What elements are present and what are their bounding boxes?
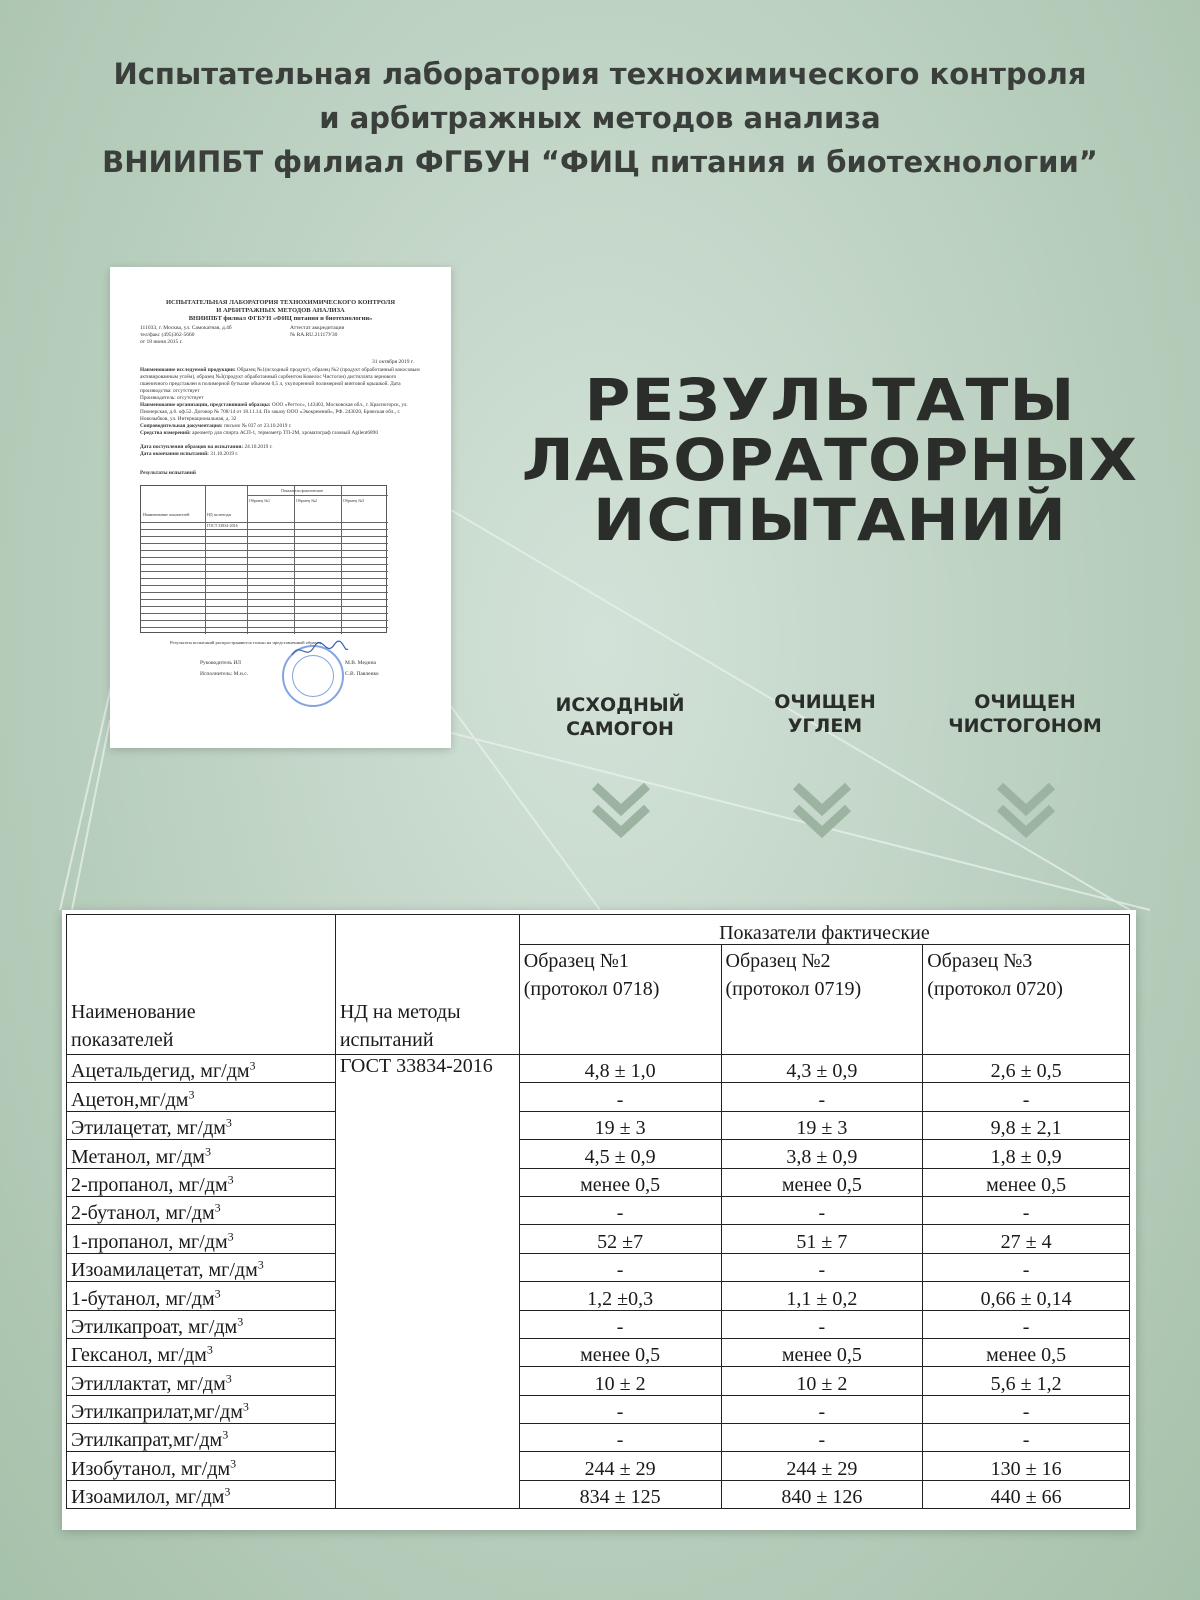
row-parameter-name: Метанол, мг/дм [71, 1145, 205, 1168]
table-header-row [67, 915, 1130, 945]
row-value-sample-2: менее 0,5 [721, 1168, 923, 1196]
doc-receipt-date-label: Дата поступления образцов на испытания: [140, 444, 244, 450]
doc-title-3: ВНИИПБТ филиал ФГБУН «ФИЦ питания и биотехнологии» [188, 315, 373, 322]
doc-signer-2-role: Исполнитель: М.н.с. [200, 671, 249, 677]
doc-product-label: Наименование исследуемой продукции: [140, 367, 236, 373]
row-value-sample-3: менее 0,5 [923, 1338, 1130, 1366]
doc-receipt-date-value: 24.10.2019 г. [244, 444, 273, 450]
table-row [67, 1083, 1130, 1111]
row-value-sample-1: - [519, 1395, 721, 1423]
row-parameter-name: 2-бутанол, мг/дм [71, 1202, 215, 1225]
doc-instruments-label: Средства измерений: [140, 430, 191, 436]
unit-superscript: 3 [204, 1143, 211, 1158]
row-value-sample-3: 5,6 ± 1,2 [923, 1367, 1130, 1395]
row-value-sample-1: 1,2 ±0,3 [519, 1282, 721, 1310]
doc-address-2: тел/факс (495)362-5660 [140, 332, 195, 338]
header-sample-3-protocol: (протокол 0720) [927, 978, 1063, 1000]
unit-superscript: 3 [225, 1371, 232, 1386]
row-parameter [67, 1168, 336, 1196]
row-value-sample-3: 440 ± 66 [923, 1480, 1130, 1508]
unit-superscript: 3 [214, 1285, 221, 1300]
doc-receipt-date [140, 444, 425, 451]
mini-table-row-divider [141, 620, 388, 621]
header-sample-3-name: Образец №3 [927, 950, 1033, 972]
doc-date: 31 октября 2019 г. [372, 359, 414, 365]
row-value-sample-2: - [721, 1083, 923, 1111]
table-row [67, 1253, 1130, 1281]
unit-superscript: 3 [237, 1314, 244, 1329]
mini-table-row-divider [141, 592, 388, 593]
row-value-sample-1: 834 ± 125 [519, 1480, 721, 1508]
unit-superscript: 3 [188, 1087, 195, 1102]
mini-results-table [140, 485, 387, 633]
row-value-sample-3: - [923, 1310, 1130, 1338]
mini-table-header-sample-3: Образец №3 [343, 498, 365, 503]
row-value-sample-2: 1,1 ± 0,2 [721, 1282, 923, 1310]
doc-title-2: И АРБИТРАЖНЫХ МЕТОДОВ АНАЛИЗА [216, 307, 345, 314]
doc-accreditation-number: № RA.RU.21117У30 [290, 332, 338, 338]
mini-table-row-divider [141, 578, 388, 579]
header-method [335, 915, 519, 1055]
mini-table-row-divider [141, 550, 388, 551]
row-parameter [67, 1196, 336, 1224]
header-sample-1-protocol: (протокол 0718) [523, 978, 660, 1000]
row-value-sample-1: менее 0,5 [519, 1338, 721, 1366]
lab-header-line2: и арбитражных методов анализа [319, 101, 881, 135]
row-value-sample-2: 3,8 ± 0,9 [721, 1140, 923, 1168]
row-value-sample-1: менее 0,5 [519, 1168, 721, 1196]
row-parameter-name: Этилацетат, мг/дм [71, 1117, 226, 1140]
sample-label-raw-line2: САМОГОН [566, 718, 674, 740]
row-value-sample-1: - [519, 1310, 721, 1338]
doc-product [140, 367, 425, 395]
mini-table-row-divider [141, 522, 388, 523]
row-value-sample-1: - [519, 1196, 721, 1224]
doc-results-heading-text: Результаты испытаний [140, 470, 196, 476]
row-parameter [67, 1083, 336, 1111]
table-row [67, 1196, 1130, 1224]
mini-table-row-divider [141, 627, 388, 628]
unit-superscript: 3 [222, 1427, 229, 1442]
row-parameter-name: Ацетальдегид, мг/дм [71, 1060, 250, 1083]
row-value-sample-2: 244 ± 29 [721, 1452, 923, 1480]
row-value-sample-2: - [721, 1253, 923, 1281]
doc-address-1: 111033, г. Москва, ул. Самокатная, д.4б [140, 325, 232, 331]
row-parameter [67, 1338, 336, 1366]
header-sample-1-name: Образец №1 [523, 950, 629, 972]
row-parameter-name: Этилкапроат, мг/дм [71, 1315, 238, 1338]
doc-signer-1-name: М.В. Медина [345, 660, 376, 666]
row-value-sample-1: 244 ± 29 [519, 1452, 721, 1480]
table-row [67, 1395, 1130, 1423]
row-value-sample-2: менее 0,5 [721, 1338, 923, 1366]
row-value-sample-1: 4,5 ± 0,9 [519, 1140, 721, 1168]
row-value-sample-1: 10 ± 2 [519, 1367, 721, 1395]
sample-label-chistogon-line1: ОЧИЩЕН [974, 691, 1076, 713]
row-parameter [67, 1111, 336, 1139]
mini-table-header-sample-1: Образец №1 [249, 498, 271, 503]
row-value-sample-3: - [923, 1395, 1130, 1423]
row-value-sample-3: - [923, 1424, 1130, 1452]
doc-signer-2-name: С.В. Павленко [345, 671, 379, 677]
table-row [67, 1225, 1130, 1253]
row-parameter-name: Ацетон,мг/дм [71, 1088, 189, 1111]
table-row [67, 1310, 1130, 1338]
table-row [67, 1338, 1130, 1366]
table-row [67, 1452, 1130, 1480]
page-title-line3: ИСПЫТАНИЙ [593, 486, 1067, 554]
doc-documentation-label: Сопроводительная документация: [140, 423, 223, 429]
table-row [67, 1480, 1130, 1508]
row-value-sample-2: 4,3 ± 0,9 [721, 1055, 923, 1083]
signature [290, 639, 350, 661]
mini-table-col-divider [294, 486, 295, 634]
row-parameter [67, 1140, 336, 1168]
mini-table-col-divider [247, 486, 248, 634]
row-value-sample-1: - [519, 1424, 721, 1452]
sample-label-raw-line1: ИСХОДНЫЙ [555, 694, 685, 716]
unit-superscript: 3 [227, 1172, 234, 1187]
doc-instruments [140, 430, 425, 437]
row-parameter-name: 2-пропанол, мг/дм [71, 1173, 228, 1196]
unit-superscript: 3 [249, 1058, 256, 1073]
double-chevron-down-icon [589, 780, 653, 842]
table-row [67, 1367, 1130, 1395]
mini-table-header-group: Показатели фактические [281, 488, 324, 493]
mini-table-header-sample-2: Образец №2 [296, 498, 318, 503]
row-value-sample-2: 19 ± 3 [721, 1111, 923, 1139]
header-sample-2-protocol: (протокол 0719) [725, 978, 862, 1000]
mini-table-col-divider [341, 486, 342, 634]
sample-label-carbon [725, 690, 925, 738]
row-parameter [67, 1452, 336, 1480]
row-value-sample-3: 9,8 ± 2,1 [923, 1111, 1130, 1139]
unit-superscript: 3 [227, 1229, 234, 1244]
row-value-sample-1: 4,8 ± 1,0 [519, 1055, 721, 1083]
doc-instruments-text: ареометр для спирта АСП-1, термометр ТП-2М, хроматограф газовый Agilent6890 [192, 430, 378, 436]
doc-manufacturer: Производитель: отсутствует [140, 395, 204, 401]
table-row [67, 1168, 1130, 1196]
row-value-sample-3: 130 ± 16 [923, 1452, 1130, 1480]
mini-table-row-divider [247, 495, 388, 496]
row-parameter [67, 1480, 336, 1508]
doc-organization-label: Наименование организации, представившей образцы: [140, 402, 271, 408]
row-parameter-name: 1-пропанол, мг/дм [71, 1230, 228, 1253]
row-value-sample-2: - [721, 1196, 923, 1224]
row-parameter [67, 1395, 336, 1423]
lab-header [0, 52, 1200, 184]
row-value-sample-1: 52 ±7 [519, 1225, 721, 1253]
row-parameter [67, 1310, 336, 1338]
doc-accreditation: Аттестат аккредитации [290, 325, 345, 331]
doc-product-text: Образец №1(исходный продукт), образец №2 (продукт обработанный кокосовым активированным углём), образец №3(продукт обработанный сорбентом Ковелос Чистогон) дистиллята зернового пшеничного представлен в полимерной бутылке объемом 0,5 л, укупоренной полимерной винтовой крышкой. Дата производства: отсутствует [140, 367, 420, 394]
double-chevron-down-icon [994, 780, 1058, 842]
row-value-sample-2: 10 ± 2 [721, 1367, 923, 1395]
unit-superscript: 3 [242, 1399, 249, 1414]
row-parameter [67, 1055, 336, 1083]
row-value-sample-1: - [519, 1083, 721, 1111]
sample-label-chistogon-line2: ЧИСТОГОНОМ [948, 715, 1102, 737]
row-value-sample-1: - [519, 1253, 721, 1281]
mini-table-col-divider [205, 486, 206, 634]
row-parameter [67, 1253, 336, 1281]
page-title-line2: ЛАБОРАТОРНЫХ [521, 426, 1139, 494]
row-parameter [67, 1225, 336, 1253]
header-method-line2: испытаний [339, 1029, 434, 1051]
table-row [67, 1055, 1130, 1083]
row-parameter [67, 1282, 336, 1310]
row-value-sample-2: 51 ± 7 [721, 1225, 923, 1253]
doc-organization [140, 402, 425, 423]
row-parameter-name: 1-бутанол, мг/дм [71, 1287, 215, 1310]
row-value-sample-2: - [721, 1395, 923, 1423]
row-parameter-name: Изобутанол, мг/дм [71, 1457, 231, 1480]
row-value-sample-3: 2,6 ± 0,5 [923, 1055, 1130, 1083]
row-value-sample-2: - [721, 1310, 923, 1338]
lab-header-line3: ВНИИПБТ филиал ФГБУН “ФИЦ питания и биотехнологии” [102, 145, 1098, 179]
unit-superscript: 3 [206, 1342, 213, 1357]
double-chevron-down-icon [790, 780, 854, 842]
header-sample-1 [519, 945, 721, 1055]
row-value-sample-3: 0,66 ± 0,14 [923, 1282, 1130, 1310]
table-row [67, 1140, 1130, 1168]
table-body [67, 1055, 1130, 1509]
doc-documentation [140, 423, 425, 430]
mini-table-header-method: НД на методы [207, 512, 232, 517]
row-parameter [67, 1424, 336, 1452]
header-sample-2 [721, 945, 923, 1055]
mini-table-row-divider [141, 536, 388, 537]
table-row [67, 1282, 1130, 1310]
row-value-sample-3: - [923, 1253, 1130, 1281]
row-parameter-name: Этилкаприлат,мг/дм [71, 1401, 243, 1424]
row-parameter-name: Этилкапрат,мг/дм [71, 1429, 223, 1452]
row-parameter-name: Этиллактат, мг/дм [71, 1372, 226, 1395]
unit-superscript: 3 [224, 1484, 231, 1499]
header-parameter-line1: Наименование [71, 1001, 196, 1023]
header-group: Показатели фактические [519, 915, 1129, 945]
lab-header-line1: Испытательная лаборатория технохимического контроля [113, 57, 1087, 91]
sample-label-carbon-line2: УГЛЕМ [787, 715, 863, 737]
results-table-panel [62, 910, 1136, 1530]
row-value-sample-1: 19 ± 3 [519, 1111, 721, 1139]
doc-documentation-text: письмо № 037 от 23.10.2019 г. [223, 423, 292, 429]
page-title [495, 366, 1165, 554]
header-parameter-line2: показателей [71, 1029, 174, 1051]
doc-title-1: ИСПЫТАТЕЛЬНАЯ ЛАБОРАТОРИЯ ТЕХНОХИМИЧЕСКОГО КОНТРОЛЯ [165, 299, 396, 306]
row-value-sample-2: 840 ± 126 [721, 1480, 923, 1508]
doc-end-date-value: 31.10.2019 г. [210, 451, 239, 457]
header-parameter [67, 915, 336, 1055]
mini-table-row-divider [141, 571, 388, 572]
mini-table-row-divider [141, 585, 388, 586]
row-value-sample-3: менее 0,5 [923, 1168, 1130, 1196]
row-value-sample-3: 27 ± 4 [923, 1225, 1130, 1253]
row-parameter [67, 1367, 336, 1395]
doc-signer-1-role: Руководитель ИЛ [200, 660, 242, 666]
mini-table-row-divider [141, 529, 388, 530]
doc-address-3: от 18 июня 2015 г. [140, 339, 183, 345]
mini-table-method: ГОСТ 33834-2016 [207, 523, 238, 528]
document-thumbnail[interactable] [110, 267, 451, 748]
row-value-sample-2: - [721, 1424, 923, 1452]
doc-footer-note: Результаты испытаний распространяются только на представленный образец [170, 640, 321, 645]
unit-superscript: 3 [257, 1257, 264, 1272]
sample-label-chistogon [925, 690, 1125, 738]
sample-label-raw [520, 693, 720, 741]
results-table [66, 914, 1130, 1509]
row-value-sample-3: - [923, 1196, 1130, 1224]
table-row [67, 1424, 1130, 1452]
row-parameter-name: Изоамилол, мг/дм [71, 1486, 225, 1509]
row-parameter-name: Изоамилацетат, мг/дм [71, 1259, 258, 1282]
doc-organization-text: ООО «Регтос», 143403, Московская обл., г. Красногорск, ул. Пионерская, д.6. оф.52. Договор № 708/14 от 18.11.14. По заказу ООО «Экокремний», РФ. 243020, Брянская обл., г. Новозыбков, ул. Интернациональная, д. 32 [140, 402, 408, 422]
table-row [67, 1111, 1130, 1139]
mini-table-header-param: Наименование показателей [143, 512, 190, 517]
doc-end-date-label: Дата окончания испытаний: [140, 451, 209, 457]
sample-label-carbon-line1: ОЧИЩЕН [774, 691, 876, 713]
row-value-sample-3: - [923, 1083, 1130, 1111]
page-title-line1: РЕЗУЛЬТАТЫ [584, 366, 1076, 434]
row-method: ГОСТ 33834-2016 [335, 1055, 519, 1509]
doc-end-date [140, 451, 425, 458]
mini-table-row-divider [141, 557, 388, 558]
header-sample-3 [923, 945, 1130, 1055]
mini-table-row-divider [141, 543, 388, 544]
mini-table-row-divider [141, 564, 388, 565]
header-method-line1: НД на методы [339, 1001, 461, 1023]
header-sample-2-name: Образец №2 [725, 950, 831, 972]
mini-table-row-divider [141, 599, 388, 600]
unit-superscript: 3 [214, 1200, 221, 1215]
row-parameter-name: Гексанол, мг/дм [71, 1344, 207, 1367]
doc-results-heading [140, 470, 425, 477]
mini-table-row-divider [141, 606, 388, 607]
unit-superscript: 3 [225, 1115, 232, 1130]
mini-table-row-divider [141, 613, 388, 614]
unit-superscript: 3 [230, 1456, 237, 1471]
row-value-sample-3: 1,8 ± 0,9 [923, 1140, 1130, 1168]
